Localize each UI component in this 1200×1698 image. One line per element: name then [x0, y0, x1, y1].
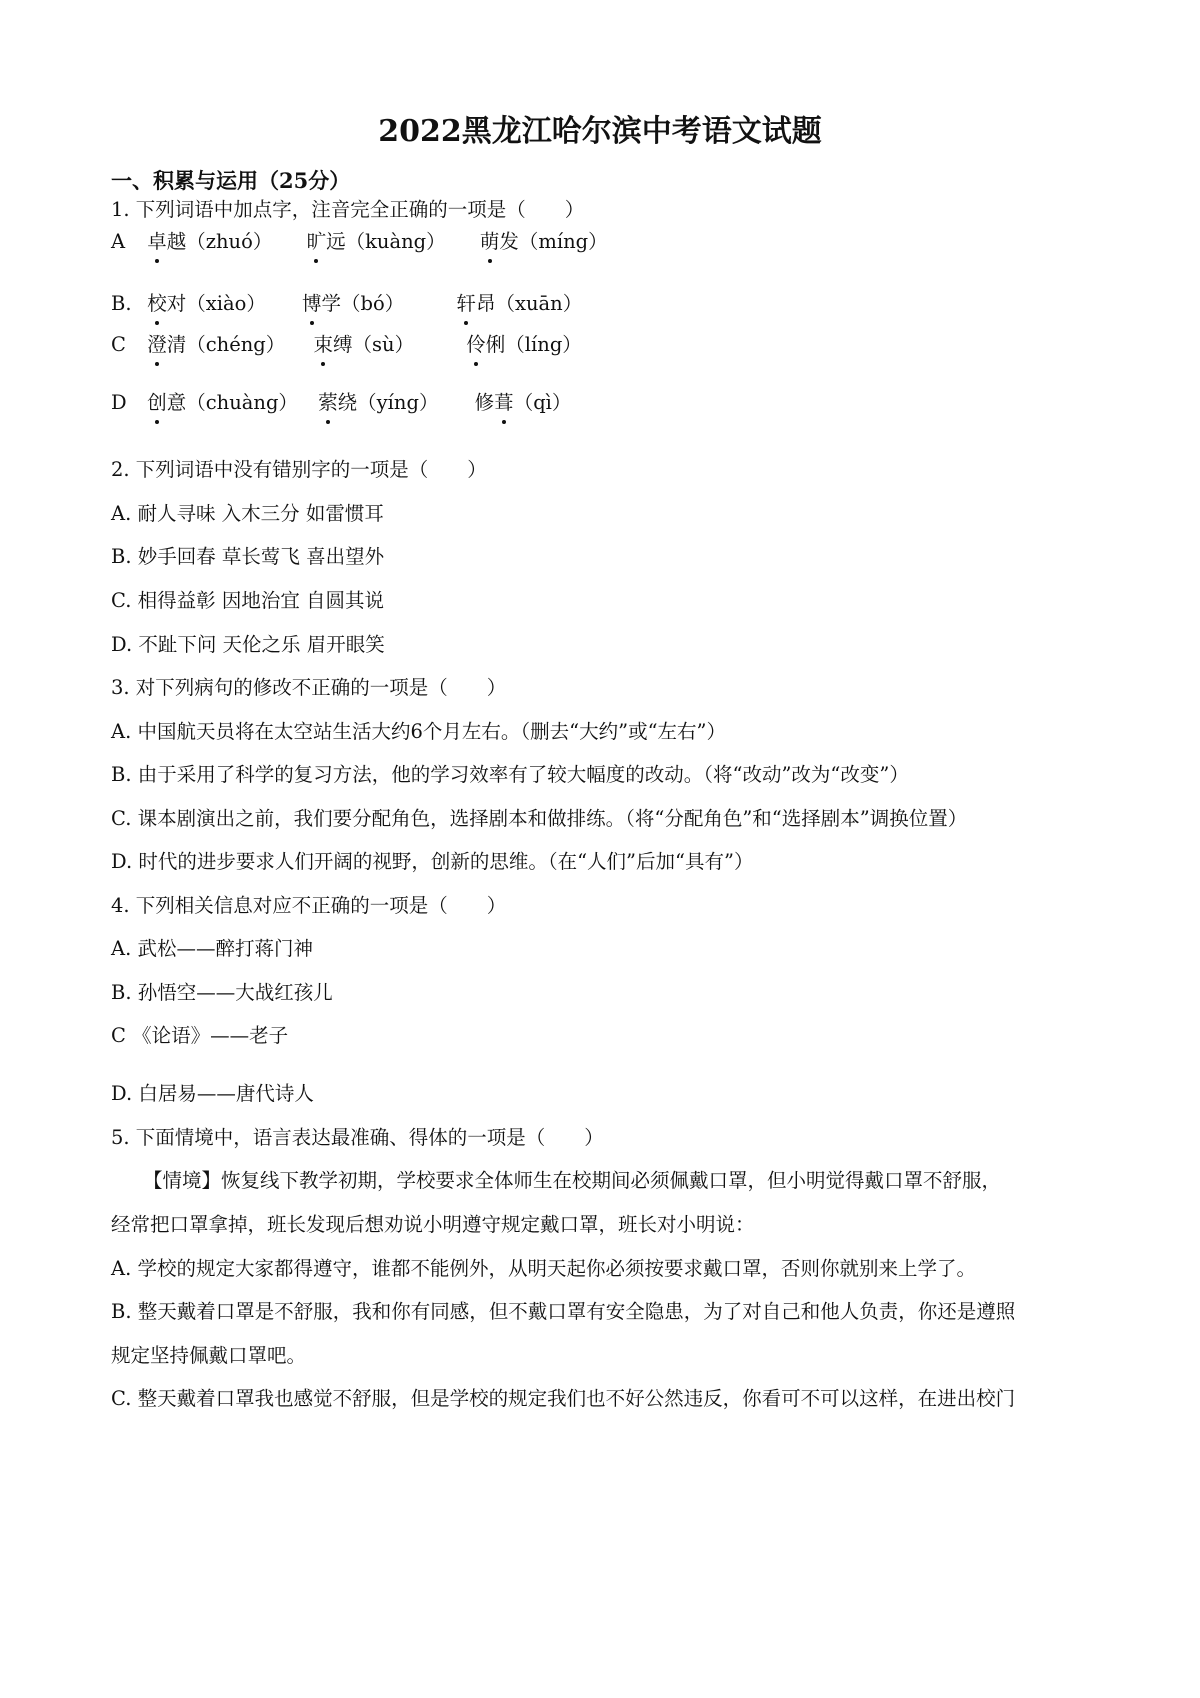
option-item: 创意（chuàng） [147, 389, 298, 417]
dotted-char: 博 [302, 290, 322, 318]
question-3-option-a: A. 中国航天员将在太空站生活大约6个月左右。（删去“大约”或“左右”） [111, 720, 727, 743]
question-5-context-line: 【情境】恢复线下教学初期，学校要求全体师生在校期间必须佩戴口罩，但小明觉得戴口罩不舒服， [143, 1169, 1002, 1192]
dotted-char: 校 [147, 290, 167, 318]
option-item: 卓越（zhuó） [147, 228, 272, 256]
dotted-char: 束 [313, 331, 333, 359]
question-5-option-b-cont: 规定坚持佩戴口罩吧。 [111, 1344, 307, 1367]
dotted-char: 旷 [307, 228, 327, 256]
dotted-char: 澄 [147, 331, 167, 359]
question-4-option-c: C 《论语》——老子 [111, 1024, 289, 1047]
question-4-option-a: A. 武松——醉打蒋门神 [111, 937, 313, 960]
option-letter: B. [111, 292, 132, 315]
question-5-option-c: C. 整天戴着口罩我也感觉不舒服，但是学校的规定我们也不好公然违反，你看可不可以这样，在进出校门 [111, 1387, 1016, 1410]
dotted-char: 创 [147, 389, 167, 417]
option-item: 轩昂（xuān） [456, 290, 582, 318]
question-2-option-c: C. 相得益彰 因地治宜 自圆其说 [111, 589, 385, 612]
question-3-option-d: D. 时代的进步要求人们开阔的视野，创新的思维。（在“人们”后加“具有”） [111, 850, 754, 873]
question-1-option-c [111, 331, 582, 359]
dotted-char: 轩 [456, 290, 476, 318]
question-5-option-a: A. 学校的规定大家都得遵守，谁都不能例外，从明天起你必须按要求戴口罩，否则你就别来上学了。 [111, 1257, 976, 1280]
option-item: 澄清（chéng） [147, 331, 285, 359]
question-1-option-a [111, 228, 608, 256]
option-letter: D [111, 391, 127, 414]
option-item: 校对（xiào） [147, 290, 266, 318]
option-item: 伶俐（líng） [466, 331, 582, 359]
question-1-option-b [111, 290, 582, 318]
question-2-option-d: D. 不趾下问 天伦之乐 眉开眼笑 [111, 633, 385, 656]
question-4-option-b: B. 孙悟空——大战红孩儿 [111, 981, 333, 1004]
option-item: 萦绕（yíng） [318, 389, 438, 417]
dotted-char: 萌 [480, 228, 500, 256]
question-3-stem: 3. 对下列病句的修改不正确的一项是（ ） [111, 676, 507, 699]
dotted-char: 葺 [494, 389, 514, 417]
option-letter: A [111, 230, 126, 253]
section-heading: 一、积累与运用（25分） [111, 168, 351, 193]
question-5-context-line: 经常把口罩拿掉，班长发现后想劝说小明遵守规定戴口罩，班长对小明说： [111, 1213, 755, 1236]
question-5-option-b: B. 整天戴着口罩是不舒服，我和你有同感，但不戴口罩有安全隐患，为了对自己和他人负责，你还是遵照 [111, 1300, 1016, 1323]
question-3-option-c: C. 课本剧演出之前，我们要分配角色，选择剧本和做排练。（将“分配角色”和“选择剧本”调换位置） [111, 807, 968, 830]
question-4-option-d: D. 白居易——唐代诗人 [111, 1082, 314, 1105]
option-item: 束缚（sù） [313, 331, 414, 359]
question-5-stem: 5. 下面情境中，语言表达最准确、得体的一项是（ ） [111, 1126, 604, 1149]
question-2-stem: 2. 下列词语中没有错别字的一项是（ ） [111, 458, 487, 481]
dotted-char: 卓 [147, 228, 167, 256]
question-2-option-a: A. 耐人寻味 入木三分 如雷惯耳 [111, 502, 384, 525]
page-title: 2022黑龙江哈尔滨中考语文试题 [378, 114, 822, 149]
option-item: 修葺（qì） [475, 389, 572, 417]
option-item: 旷远（kuàng） [307, 228, 446, 256]
question-4-stem: 4. 下列相关信息对应不正确的一项是（ ） [111, 894, 507, 917]
dotted-char: 萦 [318, 389, 338, 417]
question-1-option-d [111, 389, 571, 417]
question-2-option-b: B. 妙手回春 草长莺飞 喜出望外 [111, 545, 385, 568]
question-1-stem: 1. 下列词语中加点字，注音完全正确的一项是（ ） [111, 198, 585, 221]
option-item: 博学（bó） [302, 290, 404, 318]
option-item: 萌发（míng） [480, 228, 608, 256]
question-3-option-b: B. 由于采用了科学的复习方法，他的学习效率有了较大幅度的改动。（将“改动”改为“改变”） [111, 763, 909, 786]
dotted-char: 伶 [466, 331, 486, 359]
option-letter: C [111, 333, 126, 356]
